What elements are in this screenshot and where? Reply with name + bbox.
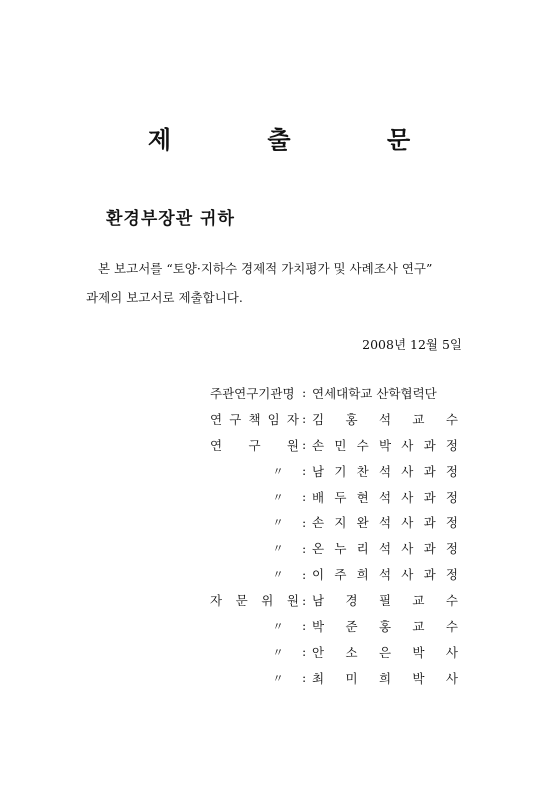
staff-row: [210, 587, 472, 613]
ditto-mark: 〃: [272, 464, 284, 478]
staff-member: 최 미 희 박 사: [312, 670, 458, 686]
staff-role: [210, 591, 302, 609]
staff-role: [210, 384, 302, 402]
ditto-mark: 〃: [272, 619, 284, 633]
staff-row: [210, 639, 472, 665]
colon-separator: :: [302, 514, 307, 530]
staff-row: [210, 458, 472, 484]
staff-member: 배 두 현 석 사 과 정: [312, 489, 458, 505]
staff-role-text: 연 구 원: [210, 437, 299, 453]
staff-role: [210, 670, 302, 686]
staff-member: 온 누 리 석 사 과 정: [312, 541, 458, 557]
staff-list: [210, 380, 472, 691]
ditto-mark: 〃: [272, 645, 284, 659]
staff-row: [210, 380, 472, 406]
staff-member: 안 소 은 박 사: [312, 644, 458, 660]
staff-role-text: 연 구 책 임 자: [210, 411, 299, 427]
staff-role: [210, 540, 302, 556]
staff-role: [210, 410, 302, 428]
staff-row: [210, 432, 472, 458]
staff-row: [210, 535, 472, 561]
ditto-mark: 〃: [272, 542, 284, 556]
colon-separator: :: [302, 489, 307, 504]
staff-member: 이 주 희 석 사 과 정: [312, 567, 458, 583]
colon-separator: :: [302, 566, 307, 582]
staff-row: [210, 406, 472, 432]
staff-role-text: 주관연구기관명: [210, 385, 295, 401]
staff-member: 손 민 수 박 사 과 정: [312, 437, 458, 453]
colon-separator: :: [302, 411, 307, 427]
staff-role: [210, 566, 302, 582]
staff-row: [210, 509, 472, 535]
ditto-mark: 〃: [272, 516, 284, 530]
staff-role: [210, 644, 302, 660]
staff-row: [210, 484, 472, 510]
colon-separator: :: [302, 540, 307, 556]
staff-member: 김 홍 석 교 수: [312, 411, 458, 427]
document-title: 제 출 문: [147, 125, 455, 154]
colon-separator: :: [302, 670, 307, 686]
staff-row: [210, 665, 472, 691]
colon-separator: :: [302, 463, 307, 479]
body-line-1: 본 보고서를 “토양·지하수 경제적 가치평가 및 사례조사 연구”: [98, 261, 433, 276]
staff-row: [210, 561, 472, 587]
colon-separator: :: [302, 385, 307, 401]
colon-separator: :: [302, 592, 307, 608]
staff-role: [210, 436, 302, 454]
staff-member: 박 준 홍 교 수: [312, 618, 458, 634]
staff-row: [210, 613, 472, 639]
staff-role: [210, 618, 302, 634]
staff-member: 남 경 필 교 수: [312, 593, 458, 609]
ditto-mark: 〃: [272, 671, 284, 685]
staff-role: [210, 514, 302, 530]
staff-role-text: 자 문 위 원: [210, 593, 299, 609]
staff-role: [210, 463, 302, 479]
recipient-line: 환경부장관 귀하: [106, 209, 235, 229]
colon-separator: :: [302, 644, 307, 660]
staff-member: 연세대학교 산학협력단: [312, 385, 437, 401]
ditto-mark: 〃: [272, 490, 284, 504]
staff-member: 남 기 찬 석 사 과 정: [312, 463, 458, 479]
body-line-2: 과제의 보고서로 제출합니다.: [86, 290, 243, 305]
colon-separator: :: [302, 437, 307, 453]
staff-member: 손 지 완 석 사 과 정: [312, 515, 458, 531]
staff-role: [210, 489, 302, 505]
colon-separator: :: [302, 618, 307, 634]
submission-date: 2008년 12월 5일: [362, 337, 462, 352]
ditto-mark: 〃: [272, 568, 284, 582]
